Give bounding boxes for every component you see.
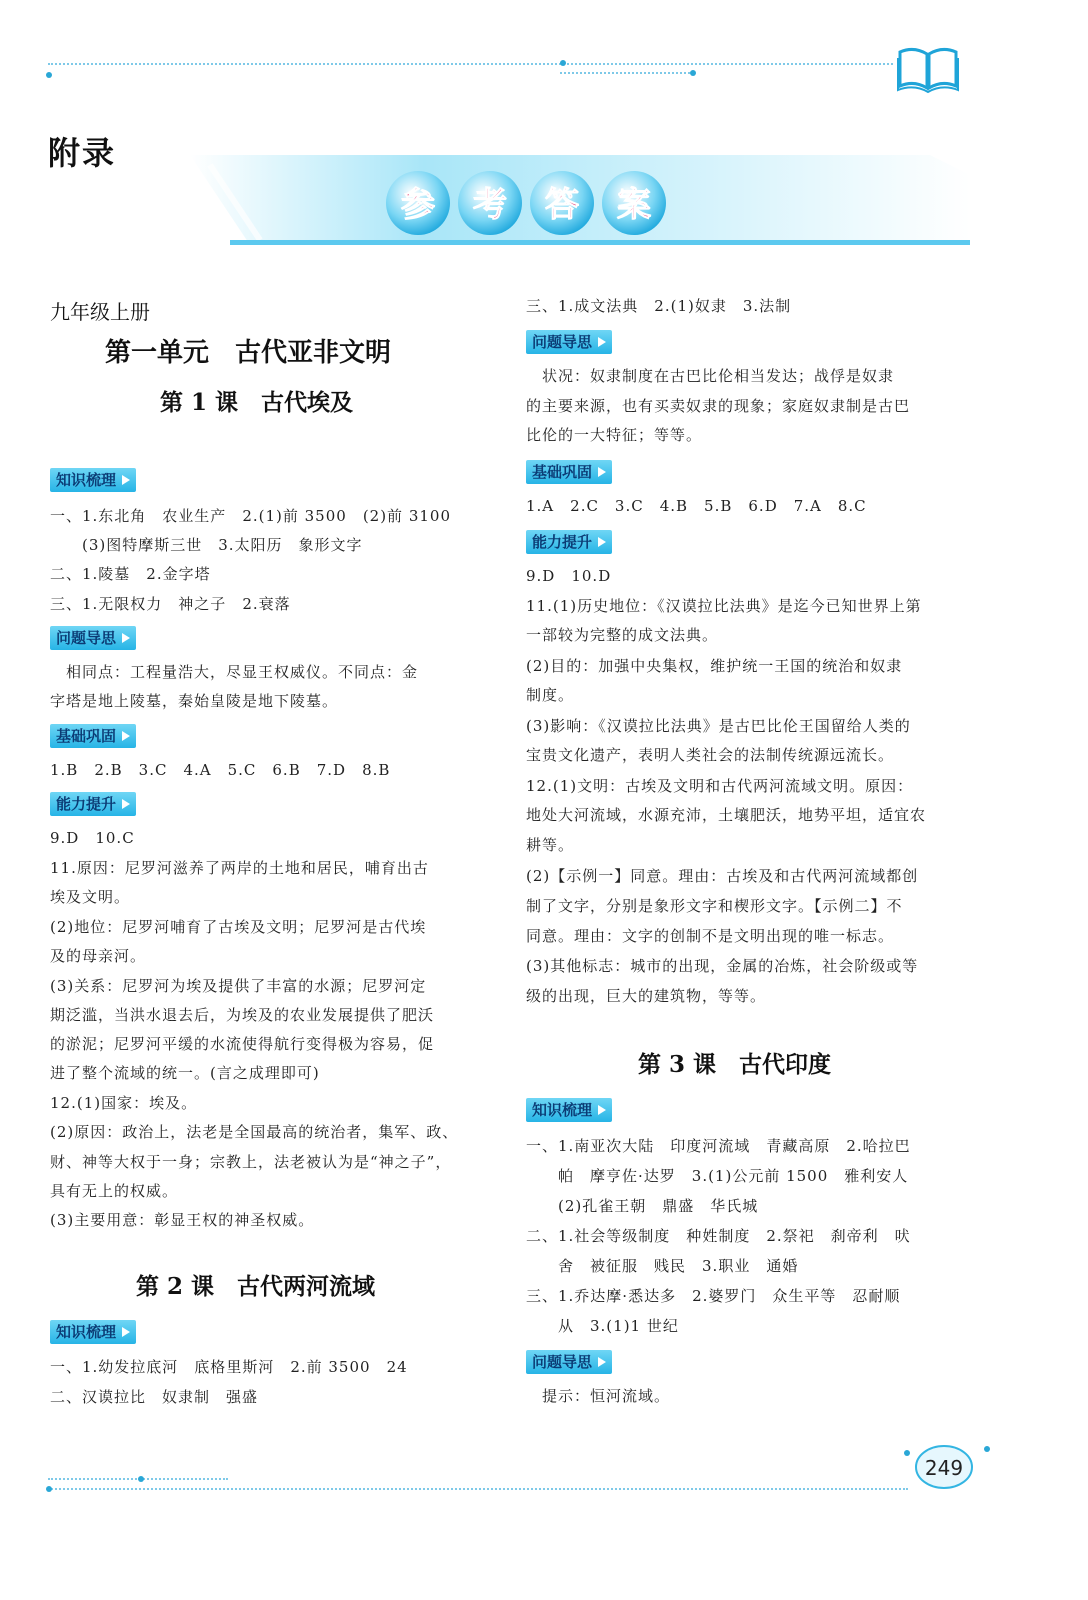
answer-line: 埃及文明。 [50, 888, 131, 906]
answer-line: (3)主要用意：彰显王权的神圣权威。 [50, 1211, 315, 1229]
answer-line: 字塔是地上陵墓，秦始皇陵是地下陵墓。 [50, 692, 339, 710]
answer-line: (3)影响：《汉谟拉比法典》是古巴比伦王国留给人类的 [526, 717, 911, 735]
answer-line: 财、神等大权于一身；宗教上，法老被认为是“神之子”， [50, 1153, 452, 1171]
answer-line: (2)原因：政治上，法老是全国最高的统治者，集军、政、 [50, 1123, 459, 1141]
answer-line: 提示：恒河流域。 [526, 1387, 671, 1405]
grade-heading: 九年级上册 [50, 300, 150, 324]
answer-line: 舍 被征服 贱民 3.职业 通婚 [526, 1257, 799, 1275]
answer-line: 的淤泥；尼罗河平缓的水流使得航行变得极为容易，促 [50, 1035, 435, 1053]
footer-dot [46, 1486, 52, 1492]
answer-line: 三、1.无限权力 神之子 2.衰落 [50, 595, 291, 613]
answer-line: 的主要来源，也有买卖奴隶的现象；家庭奴隶制是古巴 [526, 397, 911, 415]
answer-line: 地处大河流域，水源充沛，土壤肥沃，地势平坦，适宜农 [526, 806, 927, 824]
page-number: 249 [924, 1456, 964, 1480]
answer-line: 1.A 2.C 3.C 4.B 5.B 6.D 7.A 8.C [526, 497, 867, 515]
tag-knowledge-review: 知识梳理 [50, 1320, 136, 1344]
banner-char: 考 [473, 185, 507, 225]
answer-line: 一部较为完整的成文法典。 [526, 626, 719, 644]
header-dot [560, 60, 566, 66]
answer-line: 12.(1)文明：古埃及文明和古代两河流域文明。原因： [526, 777, 914, 795]
page-number-badge [914, 1444, 974, 1490]
answer-line: 比伦的一大特征；等等。 [526, 426, 703, 444]
answer-line: 一、1.幼发拉底河 底格里斯河 2.前 3500 24 [50, 1358, 408, 1376]
banner-char: 答 [545, 185, 579, 225]
appendix-label: 附录 [48, 134, 117, 172]
reference-answers-banner [190, 150, 970, 250]
answer-line: 9.D 10.D [526, 567, 612, 585]
answer-line: 相同点：工程量浩大，尽显王权威仪。不同点：金 [50, 663, 419, 681]
answer-line: 同意。理由：文字的创制不是文明出现的唯一标志。 [526, 927, 895, 945]
tag-ability-improvement: 能力提升 [50, 792, 136, 816]
answer-line: 12.(1)国家：埃及。 [50, 1094, 198, 1112]
tag-question-guide: 问题导思 [526, 1350, 612, 1374]
header-dotted-line-2 [560, 72, 690, 74]
answer-line: (3)图特摩斯三世 3.太阳历 象形文字 [50, 536, 363, 554]
tag-knowledge-review: 知识梳理 [526, 1098, 612, 1122]
answer-line: (3)其他标志：城市的出现，金属的冶炼，社会阶级或等 [526, 957, 919, 975]
footer-dotted-line-2 [48, 1488, 908, 1490]
header-dot [690, 70, 696, 76]
answer-line: 宝贵文化遗产，表明人类社会的法制传统源远流长。 [526, 746, 895, 764]
tag-knowledge-review: 知识梳理 [50, 468, 136, 492]
answer-line: 一、1.南亚次大陆 印度河流域 青藏高原 2.哈拉巴 [526, 1137, 911, 1155]
tag-question-guide: 问题导思 [526, 330, 612, 354]
answer-line: 制了文字，分别是象形文字和楔形文字。【示例二】不 [526, 897, 903, 915]
header-dot [46, 72, 52, 78]
footer-dot [138, 1476, 144, 1482]
answer-line: (2)孔雀王朝 鼎盛 华氏城 [526, 1197, 759, 1215]
answer-line: 状况：奴隶制度在古巴比伦相当发达；战俘是奴隶 [526, 367, 895, 385]
lesson-2-title: 第 2 课 古代两河流域 [136, 1273, 376, 1300]
answer-line: 制度。 [526, 686, 575, 704]
answer-line: 耕等。 [526, 836, 575, 854]
answer-line: 11.原因：尼罗河滋养了两岸的土地和居民，哺育出古 [50, 859, 429, 877]
header-dotted-line [48, 63, 893, 65]
banner-char: 参 [401, 185, 435, 225]
unit-title: 第一单元 古代亚非文明 [105, 338, 392, 368]
answer-line: 二、1.社会等级制度 种姓制度 2.祭祀 刹帝利 吠 [526, 1227, 911, 1245]
tag-ability-improvement: 能力提升 [526, 530, 612, 554]
answer-line: 一、1.东北角 农业生产 2.(1)前 3500 (2)前 3100 [50, 507, 452, 525]
answer-line: 及的母亲河。 [50, 947, 147, 965]
answer-line: (2)地位：尼罗河哺育了古埃及文明；尼罗河是古代埃 [50, 918, 427, 936]
answer-line: 9.D 10.C [50, 829, 135, 847]
answer-line: 具有无上的权威。 [50, 1182, 179, 1200]
answer-line: 帕 摩亨佐·达罗 3.(1)公元前 1500 雅利安人 [526, 1167, 909, 1185]
answer-line: 二、汉谟拉比 奴隶制 强盛 [50, 1388, 259, 1406]
answer-line: 三、1.乔达摩·悉达多 2.婆罗门 众生平等 忍耐顺 [526, 1287, 901, 1305]
tag-basic-consolidation: 基础巩固 [526, 460, 612, 484]
answer-line: 从 3.(1)1 世纪 [526, 1317, 679, 1335]
book-icon [896, 44, 960, 94]
answer-line: 二、1.陵墓 2.金字塔 [50, 565, 211, 583]
answer-line: 期泛滥，当洪水退去后，为埃及的农业发展提供了肥沃 [50, 1006, 435, 1024]
answer-line: 级的出现，巨大的建筑物，等等。 [526, 987, 767, 1005]
lesson-3-title: 第 3 课 古代印度 [638, 1051, 832, 1078]
answer-line: 11.(1)历史地位：《汉谟拉比法典》是迄今已知世界上第 [526, 597, 922, 615]
answer-line: 三、1.成文法典 2.(1)奴隶 3.法制 [526, 297, 792, 315]
lesson-1-title: 第 1 课 古代埃及 [160, 389, 354, 416]
answer-line: 进了整个流域的统一。(言之成理即可) [50, 1064, 320, 1082]
answer-line: (3)关系：尼罗河为埃及提供了丰富的水源；尼罗河定 [50, 977, 427, 995]
tag-question-guide: 问题导思 [50, 626, 136, 650]
answer-line: 1.B 2.B 3.C 4.A 5.C 6.B 7.D 8.B [50, 761, 391, 779]
footer-dot [904, 1450, 910, 1456]
answer-line: (2)目的：加强中央集权，维护统一王国的统治和奴隶 [526, 657, 903, 675]
answer-line: (2)【示例一】同意。理由：古埃及和古代两河流域都创 [526, 867, 919, 885]
footer-dot [984, 1446, 990, 1452]
tag-basic-consolidation: 基础巩固 [50, 724, 136, 748]
banner-char: 案 [617, 185, 651, 225]
